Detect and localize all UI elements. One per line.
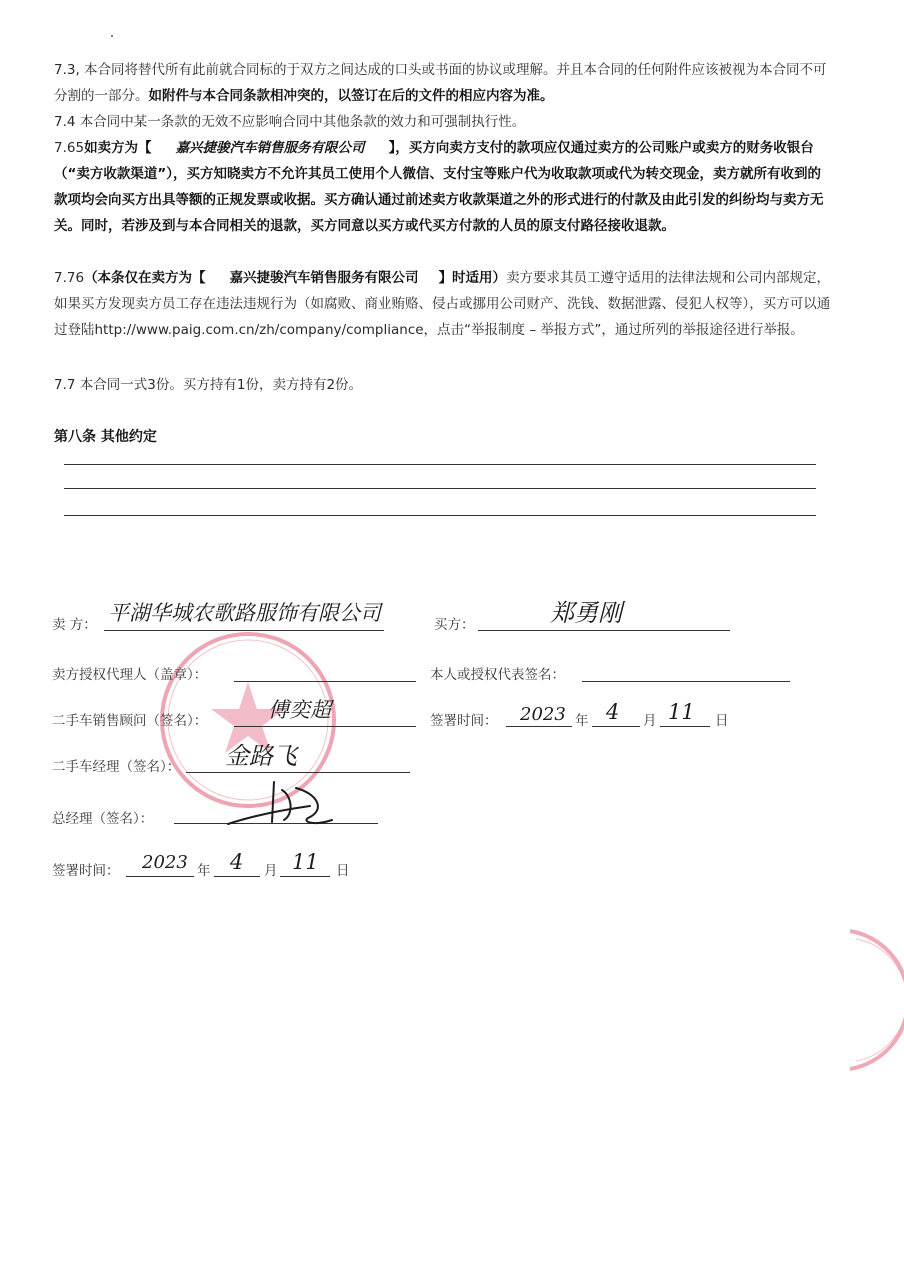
scan-dot <box>111 35 113 37</box>
clause-7-7-text: 7.7 本合同一式3份。买方持有1份，卖方持有2份。 <box>54 377 363 393</box>
buyer-date-year: 2023 <box>520 704 566 725</box>
clause-7-76-num: 7.76 <box>54 270 85 286</box>
buyer-date-month: 4 <box>606 700 620 724</box>
seller-agent-label: 卖方授权代理人（盖章）： <box>52 667 208 683</box>
advisor-label: 二手车销售顾问（签名）： <box>52 713 208 729</box>
seller-date-month-unit: 月 <box>264 863 278 879</box>
manager-handwritten: 金路飞 <box>225 742 297 770</box>
buyer-date-day-line <box>660 726 710 727</box>
advisor-line <box>234 726 416 727</box>
seam-seal-stamp <box>830 925 904 1075</box>
clause-7-65 <box>54 135 832 239</box>
clause-7-65-num: 7.65 <box>54 140 85 156</box>
clause-7-76-company: 嘉兴捷骏汽车销售服务有限公司 <box>229 270 419 286</box>
buyer-date-year-line <box>506 726 572 727</box>
clause-7-76-text: 卖方要求其员工遵守适用的法律法规和公司内部规定，如果买方发现卖方员工存在违法违规行为（如腐败、商业贿赂、侵占或挪用公司财产、洗钱、数据泄露、侵犯人权等），买方可以通过登陆http://www.paig.com.cn/zh/company/compliance，点击“举报制度 – 举报方式”，通过所列的举报途径进行举报。 <box>54 270 831 338</box>
buyer-label: 买方： <box>434 617 475 633</box>
clause-7-65-bold-rest: 】，买方向卖方支付的款项应仅通过卖方的公司账户或卖方的财务收银台（“卖方收款渠道”），买方知晓卖方不允许其员工使用个人微信、支付宝等账户代为收取款项或代为转交现金，卖方就所有收到的款项均会向买方出具等额的正规发票或收据。买方确认通过前述卖方收款渠道之外的形式进行的付款及由此引发的纠纷均与卖方无关。同时，若涉及到与本合同相关的退款，买方同意以买方或代买方付款的人员的原支付路径接收退款。 <box>54 140 824 234</box>
clause-7-65-bold-prefix: 如卖方为【 <box>84 140 152 156</box>
clause-7-4-text: 7.4 本合同中某一条款的无效不应影响合同中其他条款的效力和可强制执行性。 <box>54 114 526 130</box>
seller-handwritten: 平湖华城农歌路服饰有限公司 <box>108 601 381 625</box>
section-8-title: 第八条 其他约定 <box>54 429 157 445</box>
clause-7-76-bold-prefix: （本条仅在卖方为【 <box>84 270 206 286</box>
clause-7-3 <box>54 57 832 109</box>
clause-7-7 <box>54 372 832 398</box>
seller-date-year: 2023 <box>142 852 188 873</box>
other-terms-line-3[interactable] <box>64 515 816 516</box>
other-terms-line-1[interactable] <box>64 464 816 465</box>
buyer-handwritten: 郑勇刚 <box>550 599 622 627</box>
manager-line <box>186 772 410 773</box>
clause-7-3-text: 7.3, 本合同将替代所有此前就合同标的于双方之间达成的口头或书面的协议或理解。并且本合同的任何附件应该被视为本合同不可分割的一部分。 <box>54 62 827 104</box>
seller-date-month-line <box>214 876 260 877</box>
clause-7-76 <box>54 265 832 343</box>
buyer-line <box>478 630 730 631</box>
clause-7-3-bold: 如附件与本合同条款相冲突的，以签订在后的文件的相应内容为准。 <box>148 88 554 104</box>
seller-date-year-line <box>126 876 194 877</box>
seller-date-year-unit: 年 <box>197 863 211 879</box>
advisor-handwritten: 傅奕超 <box>268 698 331 722</box>
gm-label: 总经理（签名）： <box>52 811 154 827</box>
buyer-rep-label: 本人或授权代表签名： <box>430 667 565 683</box>
seller-line <box>104 630 384 631</box>
seller-date-day-unit: 日 <box>336 863 350 879</box>
buyer-date-year-unit: 年 <box>575 713 589 729</box>
manager-label: 二手车经理（签名）： <box>52 759 181 775</box>
buyer-date-day-unit: 日 <box>715 713 729 729</box>
seller-date-day-line <box>280 876 330 877</box>
buyer-date-month-line <box>592 726 640 727</box>
seller-date-day: 11 <box>292 850 319 874</box>
seller-date-month: 4 <box>230 850 244 874</box>
seller-agent-line <box>234 681 416 682</box>
buyer-rep-line <box>582 681 790 682</box>
seller-label: 卖 方： <box>52 617 97 633</box>
clause-7-76-bold-suffix: 】时适用） <box>438 270 507 286</box>
other-terms-line-2[interactable] <box>64 488 816 489</box>
buyer-date-label: 签署时间： <box>430 713 498 729</box>
buyer-date-day: 11 <box>668 700 695 724</box>
clause-7-65-company: 嘉兴捷骏汽车销售服务有限公司 <box>175 140 365 156</box>
seller-date-label: 签署时间： <box>52 863 120 879</box>
clause-7-4 <box>54 109 832 135</box>
buyer-date-month-unit: 月 <box>643 713 657 729</box>
gm-signature-scribble <box>222 776 352 832</box>
